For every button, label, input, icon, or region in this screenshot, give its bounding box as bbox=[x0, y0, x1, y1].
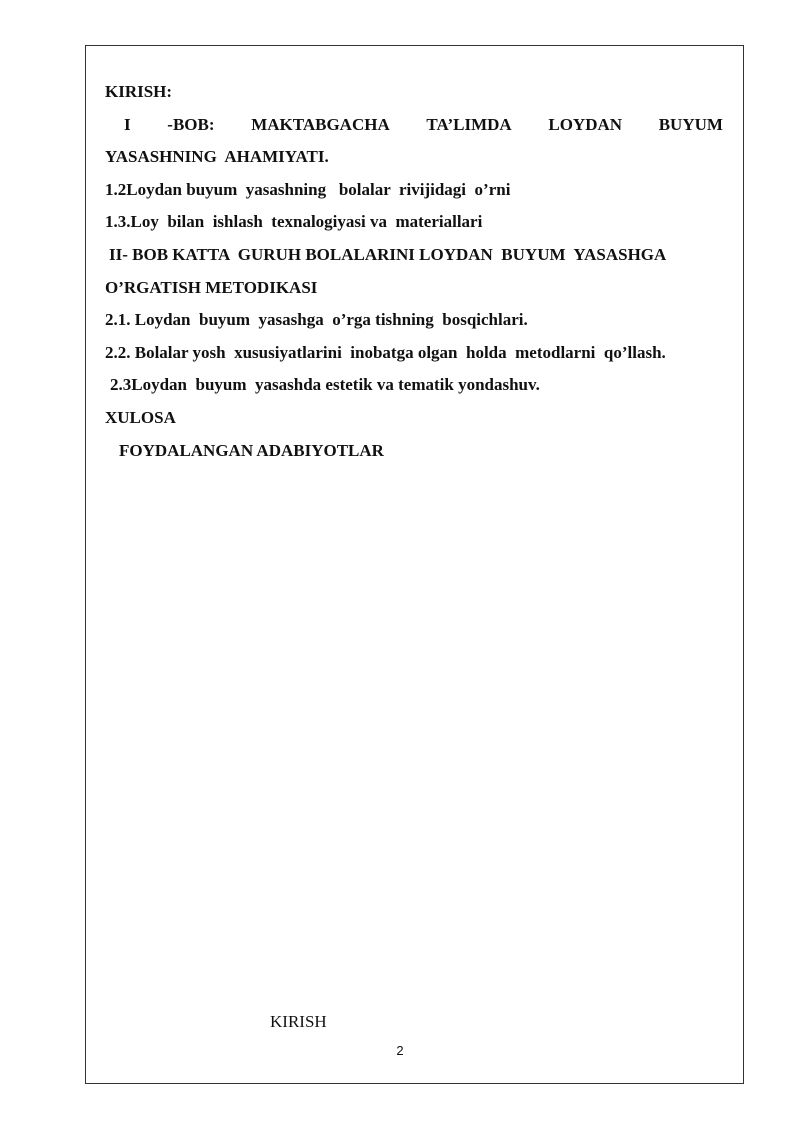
toc-heading-kirish: KIRISH: bbox=[105, 82, 173, 101]
toc-chapter-1-title-cont: YASASHNING AHAMIYATI. bbox=[105, 147, 329, 167]
toc-item-1-2: 1.2Loydan buyum yasashning bolalar rivijidagi o’rni bbox=[105, 179, 511, 199]
toc-references: FOYDALANGAN ADABIYOTLAR bbox=[119, 440, 384, 460]
toc-chapter-1-word: I bbox=[124, 114, 131, 134]
toc-chapter-2-title-cont: O’RGATISH METODIKASI bbox=[105, 277, 318, 297]
toc-item-2-1: 2.1. Loydan buyum yasashga o’rga tishning bosqichlari. bbox=[105, 310, 528, 330]
page-number: 2 bbox=[396, 1043, 404, 1058]
toc-chapter-1-word: -BOB: bbox=[167, 114, 215, 134]
toc-chapter-1-word: BUYUM bbox=[658, 114, 723, 134]
toc-item-1-3: 1.3.Loy bilan ishlash texnalogiyasi va materiallari bbox=[105, 212, 483, 232]
toc-chapter-1-word: TA’LIMDA bbox=[426, 114, 512, 134]
toc-item-2-2: 2.2. Bolalar yosh xususiyatlarini inobatga olgan holda metodlarni qo’llash. bbox=[105, 342, 666, 362]
table-of-contents bbox=[105, 76, 723, 467]
toc-chapter-1-word: MAKTABGACHA bbox=[251, 114, 390, 134]
toc-conclusion: XULOSA bbox=[105, 407, 176, 427]
toc-chapter-2-title: II- BOB KATTA GURUH BOLALARINI LOYDAN BUYUM YASASHGA bbox=[109, 244, 667, 264]
toc-chapter-1-word: LOYDAN bbox=[548, 114, 623, 134]
toc-item-2-3: 2.3Loydan buyum yasashda estetik va tematik yondashuv. bbox=[110, 375, 540, 395]
toc-chapter-1-title bbox=[105, 109, 723, 142]
next-section-heading: KIRISH bbox=[270, 1012, 327, 1031]
